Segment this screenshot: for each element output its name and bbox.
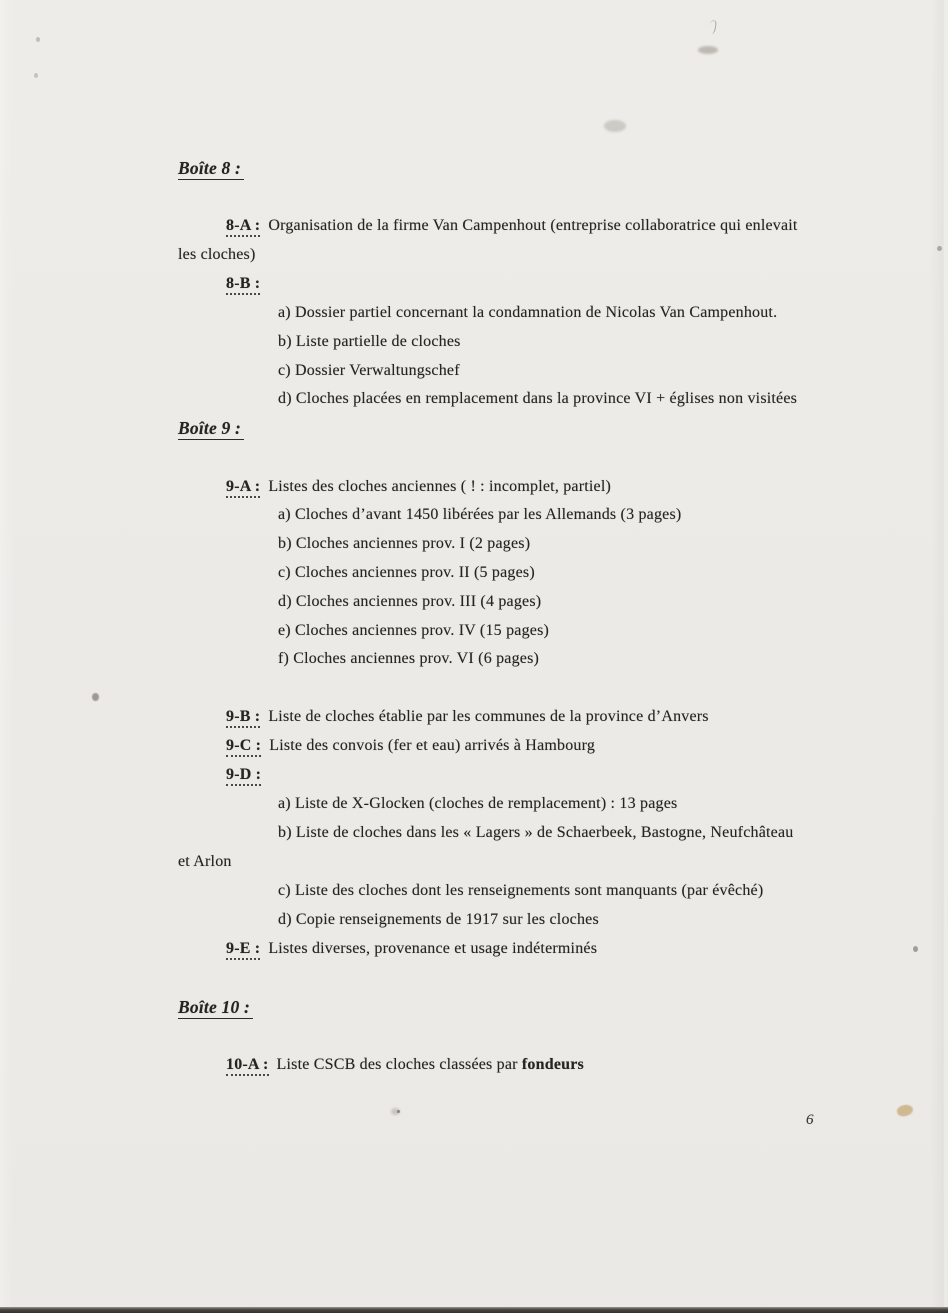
paper-speck xyxy=(92,693,99,701)
text-continuation xyxy=(178,850,232,874)
item-text: Liste CSCB des cloches classées par xyxy=(276,1056,522,1073)
item-label: 10-A : xyxy=(226,1056,269,1076)
paper-smudge xyxy=(698,46,718,54)
inventory-subitem xyxy=(278,821,793,845)
paper-speck xyxy=(36,37,40,42)
paper-speck xyxy=(937,246,942,251)
paper-speck xyxy=(913,946,918,952)
inventory-subitem xyxy=(278,301,777,325)
inventory-subitem xyxy=(278,792,677,816)
section-heading-text: Boîte 10 : xyxy=(178,997,253,1019)
paper-stain xyxy=(896,1103,914,1118)
paper-speck xyxy=(34,73,38,78)
scan-bottom-edge xyxy=(0,1307,948,1313)
subitem-text: c) Liste des cloches dont les renseignements sont manquants (par évêché) xyxy=(278,882,764,899)
subitem-text: e) Cloches anciennes prov. IV (15 pages) xyxy=(278,622,550,639)
section-heading-text: Boîte 8 : xyxy=(178,158,244,180)
inventory-item-9c xyxy=(226,734,595,758)
inventory-subitem xyxy=(278,330,461,354)
paper-speck xyxy=(708,19,717,34)
section-heading-boite-8 xyxy=(178,156,244,180)
subitem-text: d) Cloches placées en remplacement dans la province VI + églises non visitées xyxy=(278,390,798,407)
subitem-text: b) Liste de cloches dans les « Lagers » de Schaerbeek, Bastogne, Neufchâteau xyxy=(278,824,794,841)
item-label: 9-B : xyxy=(226,708,260,728)
item-text: Organisation de la firme Van Campenhout (entreprise collaboratrice qui enlevait xyxy=(268,217,798,234)
item-label: 8-B : xyxy=(226,275,260,295)
inventory-item-9d xyxy=(226,763,269,787)
inventory-subitem xyxy=(278,619,549,643)
section-heading-text: Boîte 9 : xyxy=(178,418,244,440)
inventory-subitem xyxy=(278,561,535,585)
subitem-text: b) Liste partielle de cloches xyxy=(278,333,461,350)
inventory-subitem xyxy=(278,532,530,556)
item-label: 9-D : xyxy=(226,766,261,786)
inventory-subitem xyxy=(278,879,763,903)
item-label: 9-E : xyxy=(226,940,260,960)
subitem-text: d) Copie renseignements de 1917 sur les cloches xyxy=(278,911,599,928)
inventory-subitem xyxy=(278,387,797,411)
subitem-text: a) Liste de X-Glocken (cloches de remplacement) : 13 pages xyxy=(278,795,678,812)
paper-speck xyxy=(397,1110,400,1113)
section-heading-boite-9 xyxy=(178,416,244,440)
subitem-text: a) Dossier partiel concernant la condamnation de Nicolas Van Campenhout. xyxy=(278,304,778,321)
item-label: 9-A : xyxy=(226,478,260,498)
continuation-text: les cloches) xyxy=(178,246,256,263)
subitem-text: d) Cloches anciennes prov. III (4 pages) xyxy=(278,593,542,610)
item-text-bold: fondeurs xyxy=(521,1056,584,1073)
item-label: 9-C : xyxy=(226,737,261,757)
inventory-item-9b xyxy=(226,705,709,729)
inventory-subitem xyxy=(278,503,681,527)
inventory-item-8a xyxy=(226,214,798,238)
item-text: Listes des cloches anciennes ( ! : incomplet, partiel) xyxy=(268,478,612,495)
item-text: Liste de cloches établie par les communes de la province d’Anvers xyxy=(268,708,709,725)
subitem-text: a) Cloches d’avant 1450 libérées par les Allemands (3 pages) xyxy=(278,506,682,523)
inventory-subitem xyxy=(278,359,460,383)
inventory-item-8b xyxy=(226,272,268,296)
subitem-text: c) Cloches anciennes prov. II (5 pages) xyxy=(278,564,535,581)
inventory-item-10a xyxy=(226,1053,584,1077)
text-continuation xyxy=(178,243,255,267)
page-number: 6 xyxy=(806,1112,814,1128)
section-heading-boite-10 xyxy=(178,995,253,1019)
subitem-text: c) Dossier Verwaltungschef xyxy=(278,362,460,379)
item-text: Liste des convois (fer et eau) arrivés à Hambourg xyxy=(269,737,596,754)
inventory-item-9e xyxy=(226,937,597,961)
inventory-subitem xyxy=(278,590,541,614)
item-label: 8-A : xyxy=(226,217,260,237)
inventory-item-9a xyxy=(226,475,611,499)
item-text: Listes diverses, provenance et usage indéterminés xyxy=(268,940,598,957)
inventory-subitem xyxy=(278,908,599,932)
inventory-subitem xyxy=(278,647,539,671)
subitem-text: b) Cloches anciennes prov. I (2 pages) xyxy=(278,535,531,552)
paper-smudge xyxy=(604,120,626,132)
continuation-text: et Arlon xyxy=(178,853,232,870)
subitem-text: f) Cloches anciennes prov. VI (6 pages) xyxy=(278,650,540,667)
